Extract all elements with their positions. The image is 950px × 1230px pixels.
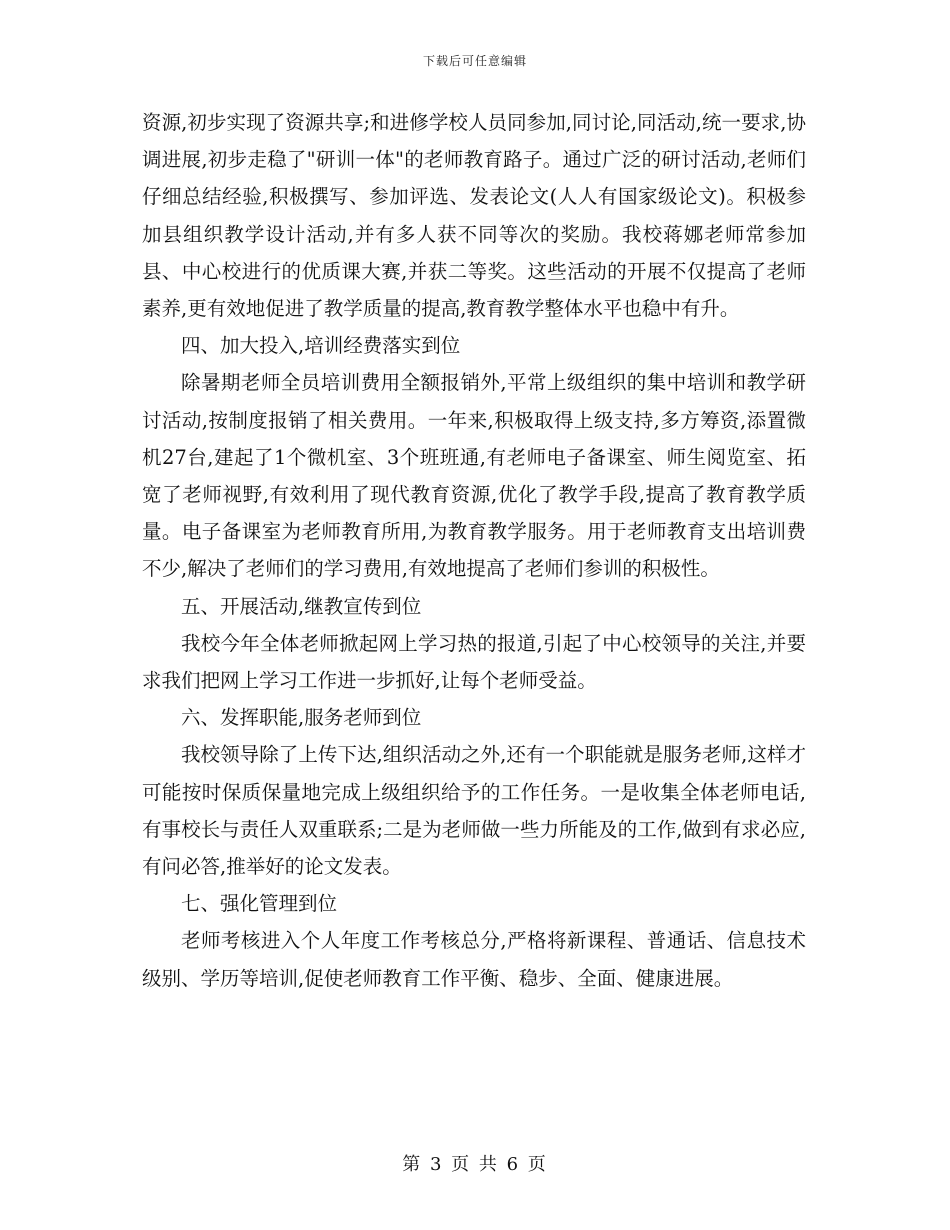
page-header: 下载后可任意编辑 bbox=[422, 54, 527, 68]
paragraph-section-7: 老师考核进入个人年度工作考核总分,严格将新课程、普通话、信息技术级别、学历等培训,促使老师教育工作平衡、稳步、全面、健康进展。 bbox=[142, 929, 806, 990]
paragraph-section-6: 我校领导除了上传下达,组织活动之外,还有一个职能就是服务老师,这样才可能按时保质保量地完成上级组织给予的工作任务。一是收集全体老师电话,有事校长与责任人双重联系;二是为老师做一些力所能及的工作,做到有求必应,有问必答,推举好的论文发表。 bbox=[142, 743, 806, 879]
paragraph-continued: 资源,初步实现了资源共享;和进修学校人员同参加,同讨论,同活动,统一要求,协调进展,初步走稳了"研训一体"的老师教育路子。通过广泛的研讨活动,老师们仔细总结经验,积极撰写、参加评选、发表论文(人人有国家级论文)。积极参加县组织教学设计活动,并有多人获不同等次的奖励。我校蒋娜老师常参加县、中心校进行的优质课大赛,并获二等奖。这些活动的开展不仅提高了老师素养,更有效地促进了教学质量的提高,教育教学整体水平也稳中有升。 bbox=[142, 111, 806, 321]
paragraph-section-5: 我校今年全体老师掀起网上学习热的报道,引起了中心校领导的关注,并要求我们把网上学习工作进一步抓好,让每个老师受益。 bbox=[142, 631, 806, 693]
section-heading-7: 七、强化管理到位 bbox=[181, 892, 338, 916]
paragraph-section-4: 除暑期老师全员培训费用全额报销外,平常上级组织的集中培训和教学研讨活动,按制度报销了相关费用。一年来,积极取得上级支持,多方筹资,添置微机27台,建起了1个微机室、3个班班通,有老师电子备课室、师生阅览室、拓宽了老师视野,有效利用了现代教育资源,优化了教学手段,提高了教育教学质量。电子备课室为老师教育所用,为教育教学服务。用于老师教育支出培训费不少,解决了老师们的学习费用,有效地提高了老师们参训的积极性。 bbox=[142, 371, 806, 581]
page-footer: 第 3 页 共 6 页 bbox=[402, 1154, 548, 1175]
document-body bbox=[142, 104, 806, 997]
section-heading-4: 四、加大投入,培训经费落实到位 bbox=[181, 334, 461, 358]
section-heading-6: 六、发挥职能,服务老师到位 bbox=[181, 706, 422, 730]
section-heading-5: 五、开展活动,继教宣传到位 bbox=[181, 594, 422, 618]
